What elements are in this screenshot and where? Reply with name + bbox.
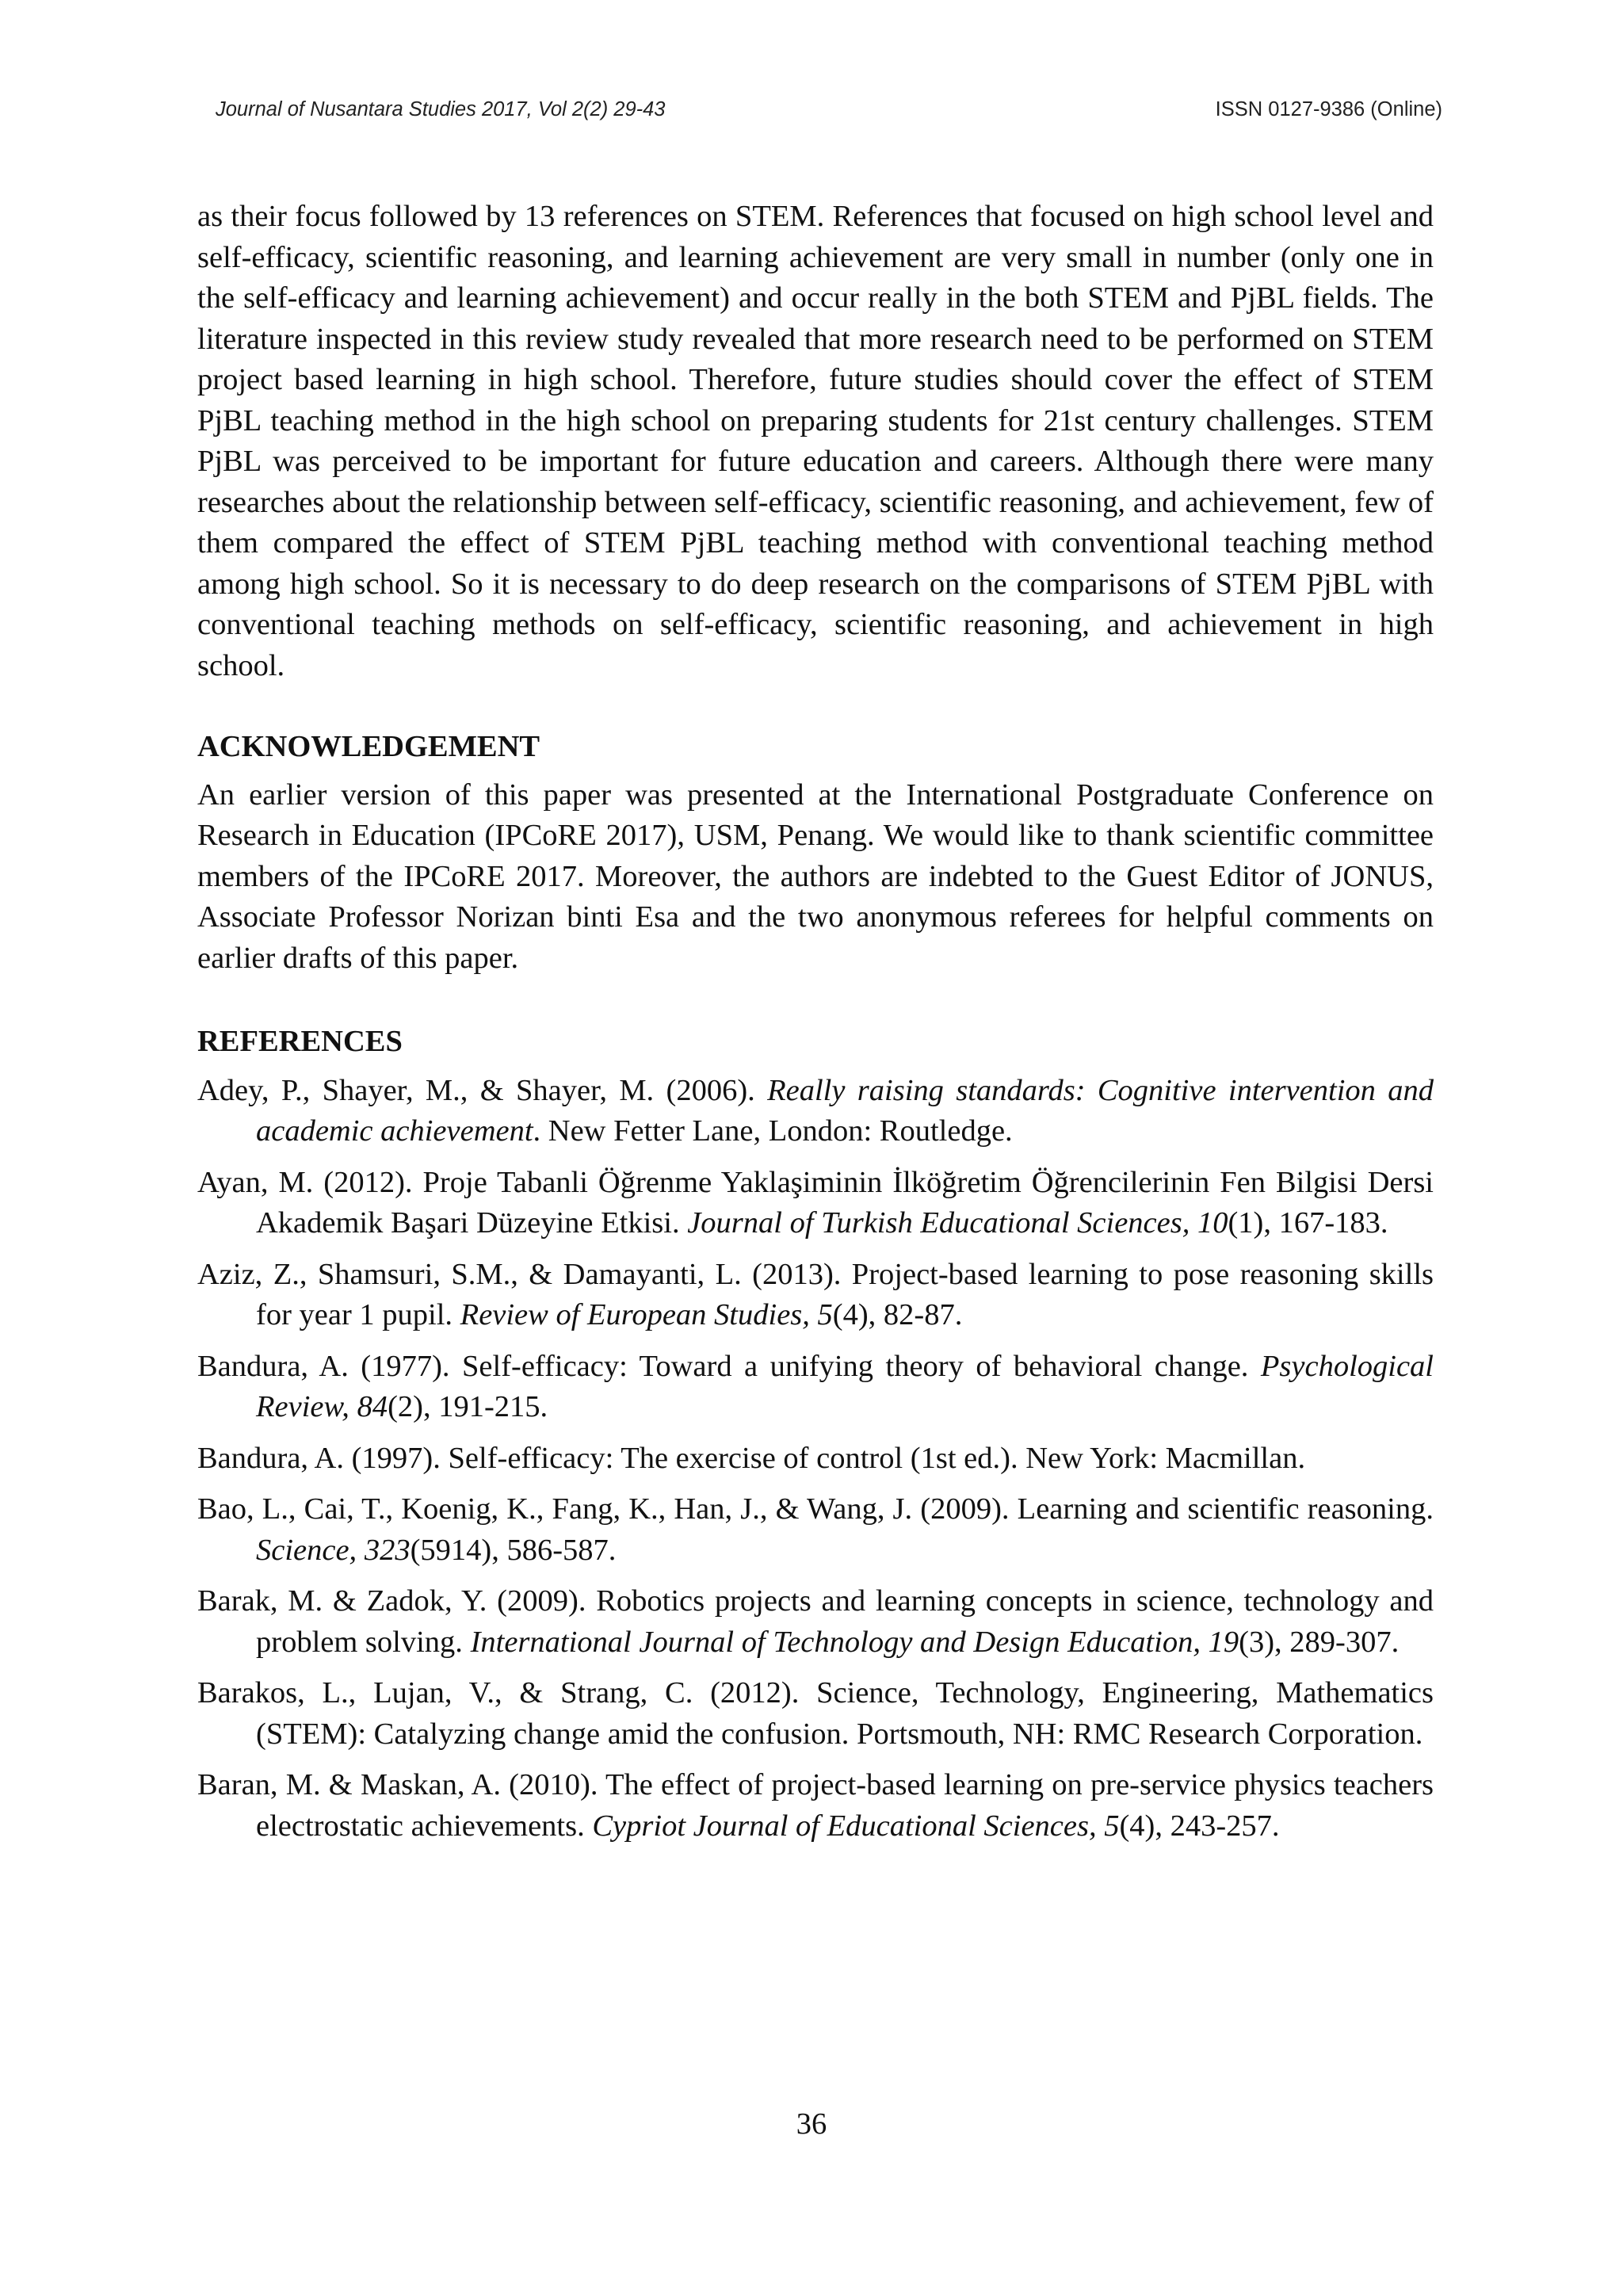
reference-text: Barakos, L., Lujan, V., & Strang, C. (2012). Science, Technology, Engineering, Mathematics (STEM): Catalyzing change amid the confusion. Portsmouth, NH: RMC Research Corporation. [197,1676,1434,1751]
reference-text: Bandura, A. (1997). Self-efficacy: The exercise of control (1st ed.). New York: Macmillan. [197,1441,1306,1475]
acknowledgement-heading: ACKNOWLEDGEMENT [197,730,540,763]
reference-tail: (1), 167-183. [1228,1206,1388,1240]
reference-tail: . New Fetter Lane, London: Routledge. [533,1114,1013,1148]
reference-text: Barak, M. & Zadok, Y. (2009). Robotics projects and learning concepts in science, technology and problem solving. [197,1584,1434,1659]
reference-volume: 5 [817,1298,833,1331]
references-heading: REFERENCES [197,1025,403,1058]
reference-item [197,1071,1434,1152]
running-header [216,98,1442,121]
reference-text: Baran, M. & Maskan, A. (2010). The effect of project-based learning on pre-service physics teachers electrostatic achievements. [197,1768,1434,1843]
reference-item [197,1255,1434,1336]
reference-tail: (2), 191-215. [388,1390,548,1423]
page-number: 36 [796,2107,827,2141]
reference-item [197,1581,1434,1663]
reference-title: Really raising standards: Cognitive intervention and academic achievement [256,1073,1434,1148]
reference-title: Review of European Studies, [460,1298,818,1331]
reference-list [197,1071,1434,1847]
reference-title: Journal of Turkish Educational Sciences, [687,1206,1197,1240]
reference-volume: 84 [357,1390,388,1423]
reference-text: Ayan, M. (2012). Proje Tabanli Öğrenme Yaklaşiminin İlköğretim Öğrencilerinin Fen Bilgisi Dersi Akademik Başari Düzeyine Etkisi. [197,1165,1434,1240]
reference-item [197,1163,1434,1244]
reference-volume: 5 [1104,1809,1120,1843]
reference-item [197,1347,1434,1428]
acknowledgement-text: An earlier version of this paper was presented at the International Postgraduate Conference on Research in Education (IPCoRE 2017), USM, Penang. We would like to thank scientific committee members of the IPCoRE 2017. Moreover, the authors are indebted to the Guest Editor of JONUS, Associate Professor Norizan binti Esa and the two anonymous referees for helpful comments on earlier drafts of this paper. [197,777,1434,975]
reference-item [197,1438,1434,1480]
journal-citation: Journal of Nusantara Studies 2017, Vol 2(2) 29-43 [216,98,666,120]
reference-tail: (3), 289-307. [1239,1625,1400,1659]
reference-tail: (4), 243-257. [1119,1809,1280,1843]
reference-text: Aziz, Z., Shamsuri, S.M., & Damayanti, L. (2013). Project-based learning to pose reasoning skills for year 1 pupil. [197,1257,1434,1331]
reference-title: Science, [256,1533,365,1567]
reference-volume: 19 [1208,1625,1239,1659]
reference-volume: 10 [1197,1206,1228,1240]
reference-title: Cypriot Journal of Educational Sciences, [592,1809,1105,1843]
reference-item [197,1765,1434,1847]
issn-label: ISSN 0127-9386 (Online) [1215,98,1442,120]
reference-volume: 323 [364,1533,411,1567]
reference-text: Bao, L., Cai, T., Koenig, K., Fang, K., Han, J., & Wang, J. (2009). Learning and scientific reasoning. [197,1492,1434,1526]
body-paragraph: as their focus followed by 13 references on STEM. References that focused on high school level and self-efficacy, scientific reasoning, and learning achievement are very small in number (only one in the self-efficacy and learning achievement) and occur really in the both STEM and PjBL fields. The literature inspected in this review study revealed that more research need to be performed on STEM project based learning in high school. Therefore, future studies should cover the effect of STEM PjBL teaching method in the high school on preparing students for 21st century challenges. STEM PjBL was perceived to be important for future education and careers. Although there were many researches about the relationship between self-efficacy, scientific reasoning, and achievement, few of them compared the effect of STEM PjBL teaching method with conventional teaching method among high school. So it is necessary to do deep research on the comparisons of STEM PjBL with conventional teaching methods on self-efficacy, scientific reasoning, and achievement in high school. [197,200,1434,682]
reference-title: International Journal of Technology and Design Education, [470,1625,1209,1659]
reference-tail: (4), 82-87. [832,1298,963,1331]
reference-text: Adey, P., Shayer, M., & Shayer, M. (2006). [197,1073,768,1107]
reference-item [197,1489,1434,1571]
page-content [197,197,1434,1857]
reference-title: Psychological Review, [256,1349,1434,1423]
reference-item [197,1673,1434,1755]
reference-text: Bandura, A. (1977). Self-efficacy: Toward a unifying theory of behavioral change. [197,1349,1261,1383]
reference-tail: (5914), 586-587. [410,1533,617,1567]
